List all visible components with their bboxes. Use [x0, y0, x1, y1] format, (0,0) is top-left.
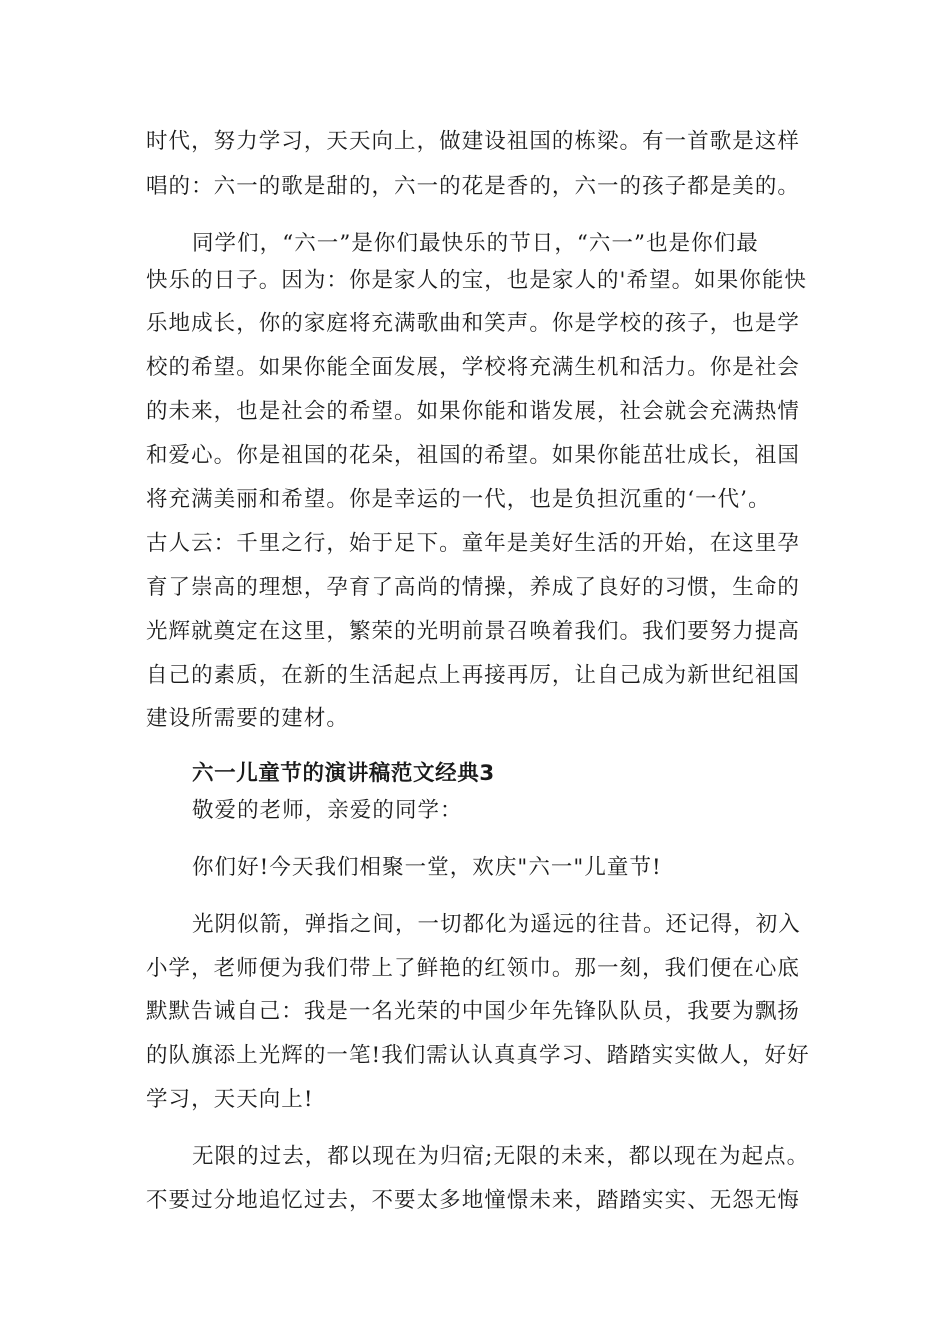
section-heading: 六一儿童节的演讲稿范文经典3: [192, 761, 495, 786]
paragraph-2-line-6: 和爱心。你是祖国的花朵，祖国的希望。如果你能茁壮成长，祖国: [146, 443, 800, 468]
paragraph-3-line-1: 光阴似箭，弹指之间，一切都化为遥远的往昔。还记得，初入: [192, 912, 801, 937]
paragraph-2-line-5: 的未来，也是社会的希望。如果你能和谐发展，社会就会充满热情: [146, 399, 800, 424]
paragraph-1-line-2: 唱的：六一的歌是甜的，六一的花是香的，六一的孩子都是美的。: [146, 174, 800, 199]
paragraph-2-line-11: 自己的素质，在新的生活起点上再接再厉，让自己成为新世纪祖国: [146, 663, 800, 688]
paragraph-1-line-1: 时代，努力学习，天天向上，做建设祖国的栋梁。有一首歌是这样: [146, 129, 800, 154]
paragraph-3-line-5: 学习，天天向上!: [146, 1087, 314, 1112]
opening-line: 你们好!今天我们相聚一堂，欢庆"六一"儿童节!: [192, 855, 662, 880]
paragraph-3-line-3: 默默告诫自己：我是一名光荣的中国少年先锋队队员，我要为飘扬: [146, 999, 800, 1024]
paragraph-4-line-2: 不要过分地追忆过去，不要太多地憧憬未来，踏踏实实、无怨无悔: [146, 1188, 800, 1213]
paragraph-2-line-7: 将充满美丽和希望。你是幸运的一代，也是负担沉重的‘一代’。: [146, 487, 771, 512]
paragraph-3-line-2: 小学，老师便为我们带上了鲜艳的红领巾。那一刻，我们便在心底: [146, 956, 800, 981]
paragraph-2-line-12: 建设所需要的建材。: [146, 706, 349, 731]
paragraph-3-line-4: 的队旗添上光辉的一笔!我们需认认真真学习、踏踏实实做人，好好: [146, 1043, 810, 1068]
paragraph-2-line-4: 校的希望。如果你能全面发展，学校将充满生机和活力。你是社会: [146, 355, 800, 380]
greeting: 敬爱的老师，亲爱的同学：: [192, 798, 463, 823]
paragraph-2-line-10: 光辉就奠定在这里，繁荣的光明前景召唤着我们。我们要努力提高: [146, 619, 800, 644]
paragraph-2-line-1: 同学们，“六一”是你们最快乐的节日，“六一”也是你们最: [192, 231, 759, 256]
paragraph-2-line-9: 育了崇高的理想，孕育了高尚的情操，养成了良好的习惯，生命的: [146, 575, 800, 600]
paragraph-2-line-2: 快乐的日子。因为：你是家人的宝，也是家人的'希望。如果你能快: [146, 268, 807, 293]
paragraph-4-line-1: 无限的过去，都以现在为归宿;无限的未来，都以现在为起点。: [192, 1144, 810, 1169]
paragraph-2-line-3: 乐地成长，你的家庭将充满歌曲和笑声。你是学校的孩子，也是学: [146, 311, 800, 336]
paragraph-2-line-8: 古人云：千里之行，始于足下。童年是美好生活的开始，在这里孕: [146, 531, 800, 556]
